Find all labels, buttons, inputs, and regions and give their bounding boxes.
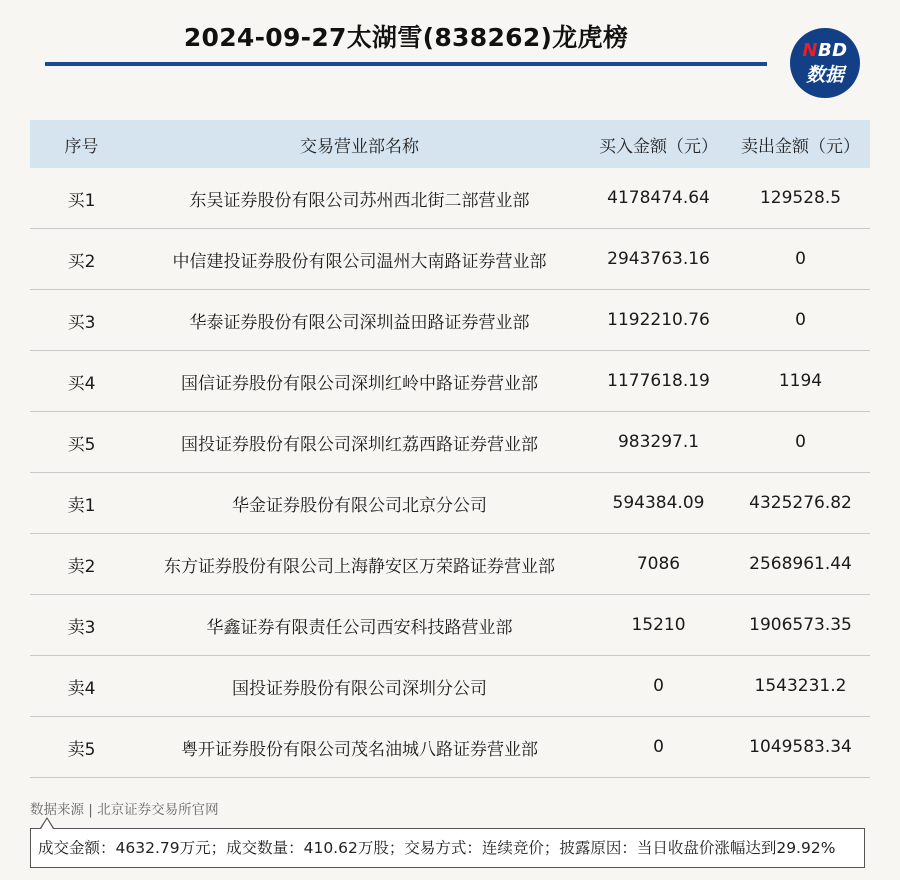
table-header-row (30, 120, 870, 168)
row-sell-amount: 1906573.35 (731, 595, 870, 656)
row-seq: 买4 (30, 351, 133, 412)
nbd-data-logo (790, 28, 860, 98)
row-branch-name: 国投证券股份有限公司深圳分公司 (133, 656, 586, 717)
row-sell-amount: 1543231.2 (731, 656, 870, 717)
table-row (30, 534, 870, 595)
row-buy-amount: 0 (586, 656, 731, 717)
row-seq: 买5 (30, 412, 133, 473)
row-seq: 卖1 (30, 473, 133, 534)
row-buy-amount: 7086 (586, 534, 731, 595)
callout-pointer-fill (41, 819, 53, 829)
row-seq: 卖3 (30, 595, 133, 656)
row-sell-amount: 2568961.44 (731, 534, 870, 595)
logo-bd-letters: BD (817, 40, 848, 61)
row-buy-amount: 1177618.19 (586, 351, 731, 412)
row-seq: 卖4 (30, 656, 133, 717)
column-header-seq: 序号 (30, 120, 133, 168)
row-buy-amount: 594384.09 (586, 473, 731, 534)
logo-bottom-text: 数据 (805, 64, 844, 86)
data-source-label: 数据来源 | 北京证券交易所官网 (30, 802, 219, 818)
table-row (30, 412, 870, 473)
row-sell-amount: 0 (731, 412, 870, 473)
logo-top-text (790, 40, 860, 61)
table-row (30, 168, 870, 229)
row-branch-name: 中信建投证券股份有限公司温州大南路证券营业部 (133, 229, 586, 290)
row-branch-name: 华泰证券股份有限公司深圳益田路证券营业部 (133, 290, 586, 351)
row-seq: 卖5 (30, 717, 133, 778)
row-buy-amount: 15210 (586, 595, 731, 656)
row-branch-name: 华鑫证券有限责任公司西安科技路营业部 (133, 595, 586, 656)
column-header-buy-amount: 买入金额（元） (586, 120, 731, 168)
column-header-sell-amount: 卖出金额（元） (731, 120, 870, 168)
row-sell-amount: 4325276.82 (731, 473, 870, 534)
row-seq: 买1 (30, 168, 133, 229)
title-underline (45, 62, 767, 66)
page-title: 2024-09-27太湖雪(838262)龙虎榜 (183, 23, 629, 52)
table-row (30, 351, 870, 412)
row-branch-name: 粤开证券股份有限公司茂名油城八路证券营业部 (133, 717, 586, 778)
row-sell-amount: 1194 (731, 351, 870, 412)
row-sell-amount: 0 (731, 229, 870, 290)
row-seq: 买3 (30, 290, 133, 351)
row-buy-amount: 2943763.16 (586, 229, 731, 290)
row-branch-name: 东吴证券股份有限公司苏州西北街二部营业部 (133, 168, 586, 229)
row-sell-amount: 0 (731, 290, 870, 351)
table-row (30, 473, 870, 534)
row-branch-name: 国投证券股份有限公司深圳红荔西路证券营业部 (133, 412, 586, 473)
row-branch-name: 华金证券股份有限公司北京分公司 (133, 473, 586, 534)
row-sell-amount: 1049583.34 (731, 717, 870, 778)
row-branch-name: 东方证券股份有限公司上海静安区万荣路证券营业部 (133, 534, 586, 595)
row-buy-amount: 1192210.76 (586, 290, 731, 351)
row-buy-amount: 983297.1 (586, 412, 731, 473)
column-header-branch-name: 交易营业部名称 (133, 120, 586, 168)
dragon-tiger-table (30, 120, 870, 778)
row-seq: 买2 (30, 229, 133, 290)
table-row (30, 717, 870, 778)
row-buy-amount: 4178474.64 (586, 168, 731, 229)
table-row (30, 290, 870, 351)
trade-summary-note: 成交金额：4632.79万元；成交数量：410.62万股；交易方式：连续竞价；披露原因：当日收盘价涨幅达到29.92% (30, 828, 865, 868)
table-row (30, 656, 870, 717)
row-branch-name: 国信证券股份有限公司深圳红岭中路证券营业部 (133, 351, 586, 412)
row-seq: 卖2 (30, 534, 133, 595)
logo-n-letter: N (802, 40, 818, 61)
row-sell-amount: 129528.5 (731, 168, 870, 229)
row-buy-amount: 0 (586, 717, 731, 778)
table-row (30, 595, 870, 656)
table-row (30, 229, 870, 290)
